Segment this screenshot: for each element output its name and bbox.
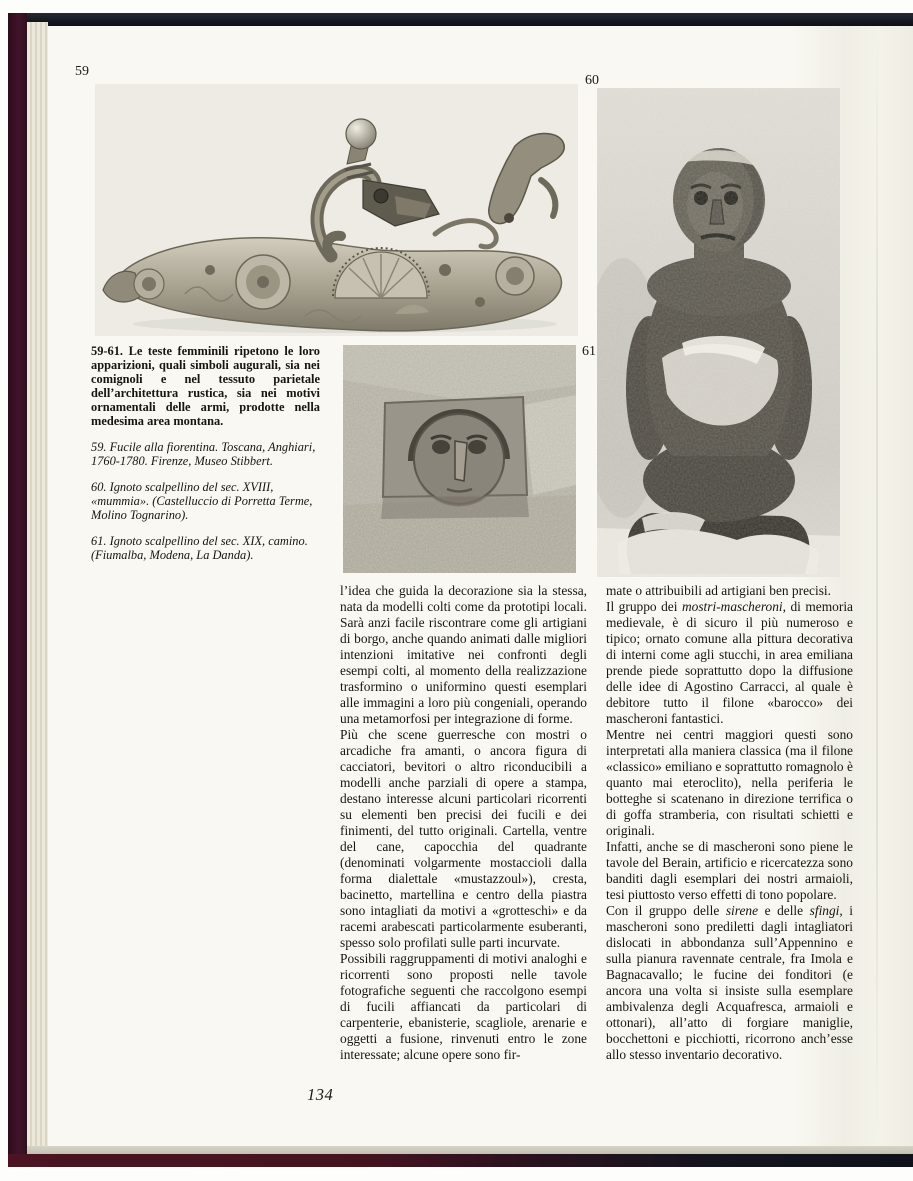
body-paragraph: Con il gruppo delle sirene e delle sfingi, i mascheroni sono prediletti dagli intagliatori dislocati in abbondanza sull’Appennino e sulla pianura ravennate centrale, fra Imola e Bagnacavallo; le fucine dei fonditori (e ancora una volta si insiste sulla esemplare ambivalenza degli Acquafresca, armaioli e ottonari), all’atto di forgiare maniglie, bocchettoni e picchiotti, ricorrono anch’esse allo stesso inventario decorativo. (606, 903, 854, 1062)
body-paragraph: Infatti, anche se di mascheroni sono piene le tavole del Berain, artificio e ricercatezza sono banditi dagli esemplari dei nostri armaioli, tesi piuttosto verso effetti di tono popolare. (606, 839, 853, 902)
page-stack-left-edge (27, 22, 48, 1146)
page-curvature-shading (876, 26, 878, 1146)
caption-item: 60. Ignoto scalpellino del sec. XVIII, «mummia». (Castelluccio di Porretta Terme, Molino Tognarino). (91, 480, 313, 522)
body-paragraph: Possibili raggruppamenti di motivi analoghi e ricorrenti sono proposti nelle tavole fotografiche seguenti che raccolgono esempi di fucili affiancati da particolari di carpenterie, ebanisterie, scagliole, arenarie e oggetti a fusione, rinvenuti entro le zone interessate; alcune opere sono fir- (340, 951, 587, 1062)
body-paragraph: Più che scene guerresche con mostri o arcadiche fra amanti, o ancora figura di cacciatori, bevitori o altro riconducibili a modelli anche parziali di opere a stampa, destano interesse alcuni particolari ricorrenti su elementi ben precisi dei fucili e dei finimenti, del tutto originali. Cartella, ventre del cane, capocchia del quadrante (denominati volgarmente mostaccioli dalla forma dialettale «mustazzoul»), cresta, bacinetto, martellina e centro della piastra sono intagliati da motivi a «grotteschi» e da racemi arabescati particolarmente esuberanti, spesso solo profilati sulle parti incurvate. (340, 727, 587, 950)
caption-block (91, 344, 320, 562)
body-paragraph: mate o attribuibili ad artigiani ben precisi. (606, 583, 831, 598)
caption-items (91, 440, 320, 562)
body-column-right (606, 583, 853, 1063)
caption-item: 61. Ignoto scalpellino del sec. XIX, camino. (Fiumalba, Modena, La Danda). (91, 534, 308, 562)
body-paragraph: Il gruppo dei mostri-mascheroni, di memoria medievale, è di sicuro il più numeroso e tipico; ornato comune alla pittura decorativa di interni come agli stucchi, in area emiliana prende piede soprattutto dopo la diffusione delle idee di Agostino Carracci, al quale è debitore tutto il filone «barocco» dei mascheroni fantastici. (606, 599, 853, 726)
figure-60-photo-stone-bust (597, 88, 840, 577)
body-paragraph: Mentre nei centri maggiori questi sono interpretati alla maniera classica (ma il filone «classico» emiliano e soprattutto romagnolo è quanto mai eteroclito), nella periferia le botteghe si scatenano in direzione terrifica o di goffa stramberia, con risultati schietti e originali. (606, 727, 853, 838)
book-cover-top-edge (22, 13, 913, 26)
figure-label-60: 60 (585, 73, 599, 88)
figure-59-photo-flintlock-lock (95, 84, 578, 336)
body-column-left (340, 583, 587, 1063)
caption-lead: 59-61. Le teste femminili ripetono le loro apparizioni, quali simboli augurali, sia nei comignoli e nel tessuto parietale dell’architettura rustica, sia nei motivi ornamentali delle armi, prodotte nella medesima area montana. (91, 344, 320, 428)
page-number: 134 (307, 1085, 334, 1104)
book-page (48, 26, 913, 1146)
figure-label-59: 59 (75, 64, 89, 79)
figure-61-photo-stone-face (343, 345, 576, 573)
book-cover-left-edge (8, 13, 27, 1167)
caption-item: 59. Fucile alla fiorentina. Toscana, Anghiari, 1760-1780. Firenze, Museo Stibbert. (91, 440, 316, 468)
page-stack-bottom-edge (27, 1146, 913, 1154)
figure-label-61: 61 (582, 344, 596, 359)
body-paragraph: l’idea che guida la decorazione sia la stessa, nata da modelli colti come da prototipi locali. Sarà anzi facile riscontrare come gli artigiani di borgo, anche quando animati dalle migliori intenzioni imitative nei confronti degli esempi colti, al momento della realizzazione trasformino o uniformino questi esemplari alle immagini a loro più congeniali, operando una metamorfosi per integrazione di forme. (340, 583, 587, 726)
book-cover-bottom-edge (8, 1154, 913, 1167)
